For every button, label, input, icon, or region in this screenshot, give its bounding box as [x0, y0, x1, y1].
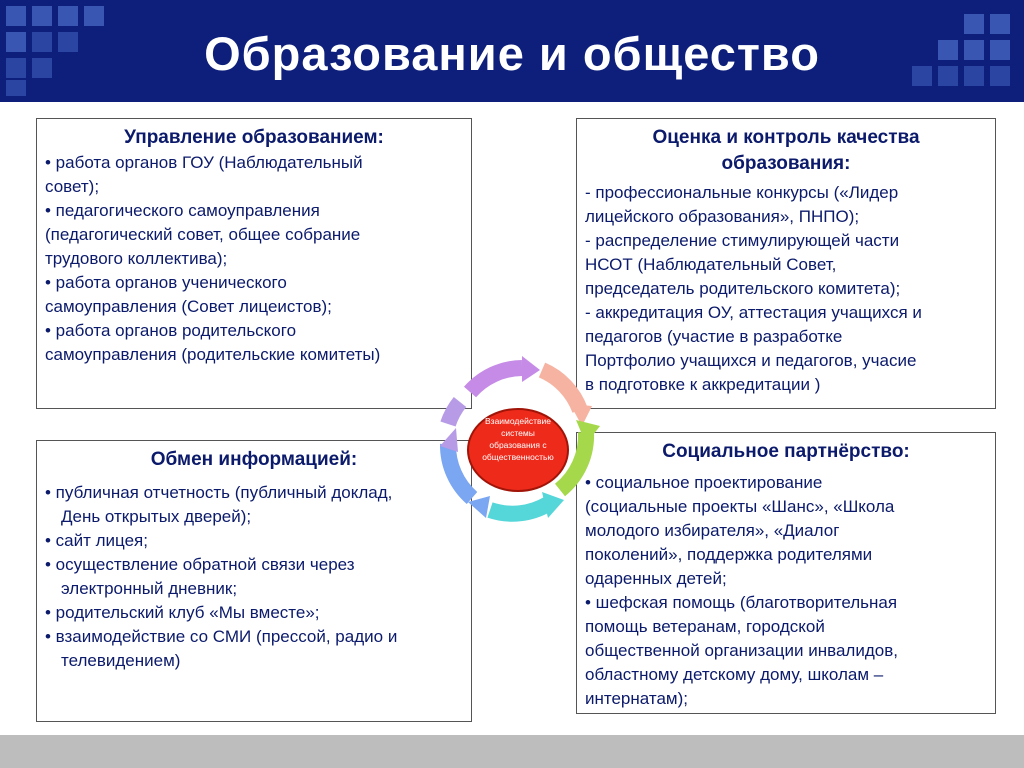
list-item: областному детскому дому, школам –: [585, 665, 884, 684]
list-item: • публичная отчетность (публичный доклад,: [45, 483, 393, 502]
center-text: образования с: [489, 440, 547, 450]
center-text: общественностью: [482, 452, 554, 462]
list-item: • педагогического самоуправления: [45, 201, 320, 220]
decor-square: [84, 6, 104, 26]
box-heading: Социальное партнёрство:: [662, 441, 910, 462]
arrow-lavender-icon: [448, 402, 460, 424]
list-item: одаренных детей;: [585, 569, 727, 588]
list-item: педагогов (участие в разработке: [585, 327, 843, 346]
list-item: • работа органов родительского: [45, 321, 297, 340]
list-item: • социальное проектирование: [585, 473, 823, 492]
box-quality-control: [576, 118, 996, 409]
center-circle: [466, 408, 570, 492]
list-item: (социальные проекты «Шанс», «Школа: [585, 497, 895, 516]
center-text: Взаимодействие: [485, 416, 551, 426]
list-item: интернатам);: [585, 689, 688, 708]
box-heading: Оценка и контроль качества: [652, 127, 920, 148]
box-heading: Обмен информацией:: [150, 449, 358, 470]
list-item: председатель родительского комитета);: [585, 279, 901, 298]
list-item: НСОТ (Наблюдательный Совет,: [585, 255, 837, 274]
header-bar: [0, 0, 1024, 102]
list-item: совет);: [45, 177, 100, 196]
center-text: системы: [501, 428, 535, 438]
list-item: общественной организации инвалидов,: [585, 641, 898, 660]
list-item: • осуществление обратной связи через: [45, 555, 355, 574]
list-item: • взаимодействие со СМИ (прессой, радио и: [45, 627, 398, 646]
list-item: • работа органов ГОУ (Наблюдательный: [45, 153, 363, 172]
list-item: молодого избирателя», «Диалог: [585, 521, 840, 540]
list-item: - распределение стимулирующей части: [585, 231, 900, 250]
page-title: Образование и общество: [204, 27, 820, 80]
arrow-peach-icon: [542, 370, 580, 410]
list-item: День открытых дверей);: [61, 507, 252, 526]
box-social-partnership: [576, 432, 996, 714]
list-item: поколений», поддержка родителями: [585, 545, 873, 564]
list-item: в подготовке к аккредитации ): [585, 375, 821, 394]
list-item: (педагогический совет, общее собрание: [45, 225, 361, 244]
list-item: лицейского образования», ПНПО);: [585, 207, 860, 226]
list-item: помощь ветеранам, городской: [585, 617, 825, 636]
list-item: - профессиональные конкурсы («Лидер: [585, 183, 899, 202]
decor-square: [6, 6, 26, 26]
list-item: • родительский клуб «Мы вместе»;: [45, 603, 320, 622]
decor-square: [6, 80, 26, 96]
list-item: самоуправления (родительские комитеты): [45, 345, 381, 364]
list-item: • шефская помощь (благотворительная: [585, 593, 898, 612]
arrow-purple-icon: [470, 368, 522, 392]
box-heading: Управление образованием:: [124, 127, 384, 148]
list-item: Портфолио учащихся и педагогов, учасие: [585, 351, 917, 370]
list-item: - аккредитация ОУ, аттестация учащихся и: [585, 303, 922, 322]
list-item: • работа органов ученического: [45, 273, 287, 292]
list-item: телевидением): [61, 651, 181, 670]
decor-square: [32, 6, 52, 26]
list-item: электронный дневник;: [61, 579, 238, 598]
list-item: трудового коллектива);: [45, 249, 228, 268]
list-item: • сайт лицея;: [45, 531, 148, 550]
box-information-exchange: [36, 440, 472, 722]
box-heading-cont: образования:: [721, 153, 851, 174]
decor-square: [58, 6, 78, 26]
arrow-cyan-icon: [490, 504, 548, 514]
box-education-management: [36, 118, 472, 409]
list-item: самоуправления (Совет лицеистов);: [45, 297, 332, 316]
footer-bar: [0, 735, 1024, 768]
